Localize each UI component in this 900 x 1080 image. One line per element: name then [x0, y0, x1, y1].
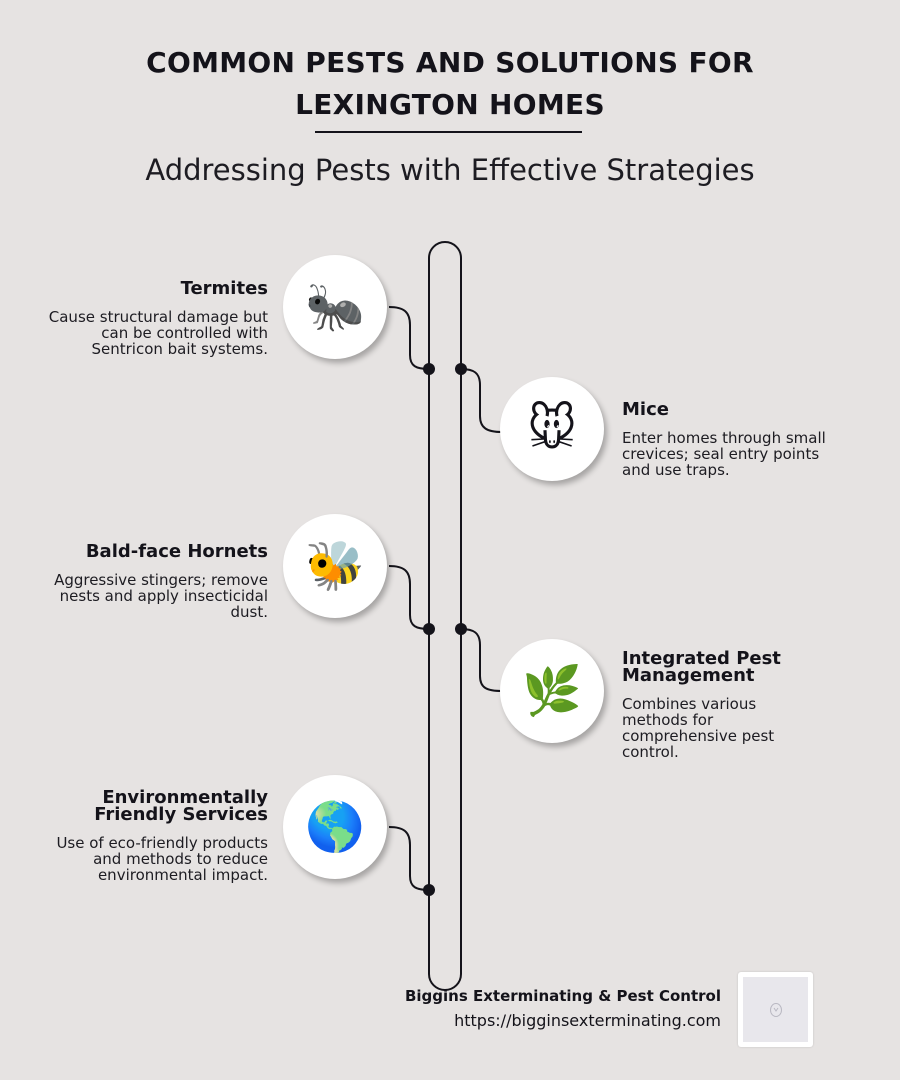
junction-dot — [423, 623, 435, 635]
ant-icon: 🐜 — [283, 255, 387, 359]
connector-hornets — [389, 566, 429, 629]
item-description: Enter homes through small crevices; seal entry points and use traps. — [622, 429, 826, 479]
item-title: Integrated Pest Management — [622, 648, 781, 686]
item-title: Environmentally Friendly Services — [94, 787, 268, 825]
item-title: Mice — [622, 399, 669, 420]
item-description: Cause structural damage but can be controlled with Sentricon bait systems. — [48, 308, 268, 358]
company-name: Biggins Exterminating & Pest Control — [404, 987, 721, 1005]
title-line-1: COMMON PESTS AND SOLUTIONS FOR — [146, 46, 754, 79]
item-description: Combines various methods for comprehensive pest control. — [622, 695, 775, 761]
page-subtitle: Addressing Pests with Effective Strategies — [145, 153, 755, 187]
junction-dot — [455, 623, 467, 635]
logo-placeholder-icon — [743, 977, 808, 1042]
item-ipm — [622, 650, 797, 760]
item-eco — [40, 789, 268, 883]
timeline-capsule — [429, 242, 461, 990]
connector-mice — [461, 369, 502, 432]
connector-termites — [389, 307, 429, 369]
junction-dot — [455, 363, 467, 375]
item-description: Use of eco-friendly products and methods to reduce environmental impact. — [56, 834, 268, 884]
junction-dot — [423, 363, 435, 375]
company-url[interactable]: https://bigginsexterminating.com — [454, 1011, 721, 1030]
item-mice — [622, 401, 827, 478]
mouse-icon: 🐭 — [500, 377, 604, 481]
title-line-2: LEXINGTON HOMES — [295, 88, 605, 121]
item-termites — [40, 280, 268, 357]
item-title: Termites — [180, 278, 268, 299]
bee-icon: 🐝 — [283, 514, 387, 618]
item-description: Aggressive stingers; remove nests and apply insecticidal dust. — [54, 571, 268, 621]
company-logo — [738, 972, 813, 1047]
globe-icon: 🌎 — [283, 775, 387, 879]
herb-icon: 🌿 — [500, 639, 604, 743]
item-title: Bald-face Hornets — [85, 541, 268, 562]
junction-dot — [423, 884, 435, 896]
item-hornets — [40, 543, 268, 620]
connector-ipm — [461, 629, 502, 691]
connector-eco — [389, 827, 429, 890]
